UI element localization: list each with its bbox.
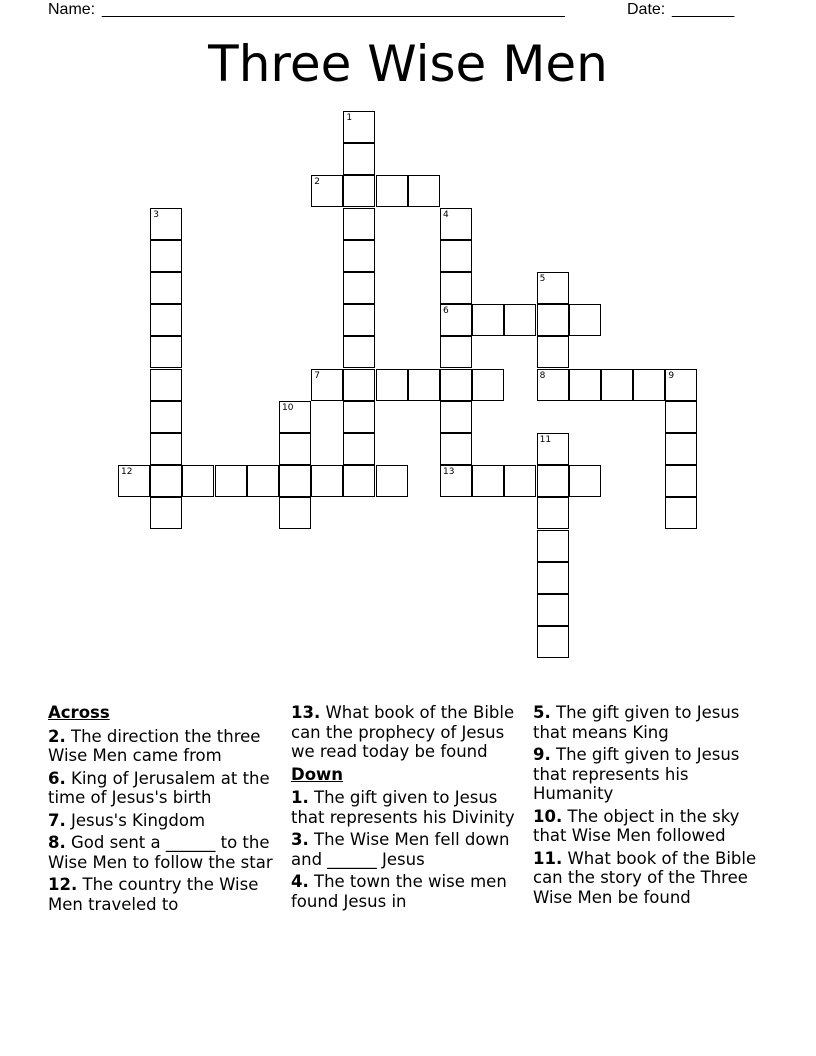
crossword-cell[interactable] [472,304,504,336]
cell-number: 9 [668,370,675,381]
cell-number: 3 [153,209,159,220]
crossword-cell[interactable] [504,304,536,336]
crossword-cell[interactable] [440,272,472,304]
clue-column-2 [291,703,523,914]
crossword-cell[interactable] [150,240,182,272]
crossword-cell[interactable] [537,562,569,594]
crossword-cell[interactable] [343,369,375,401]
crossword-cell[interactable] [665,497,697,529]
crossword-cell[interactable] [537,497,569,529]
crossword-cell[interactable] [279,497,311,529]
crossword-cell[interactable] [537,272,569,304]
crossword-cell[interactable] [537,626,569,658]
crossword-cell[interactable] [150,497,182,529]
crossword-cell[interactable] [150,401,182,433]
cell-number: 12 [121,467,133,478]
clue-column-3 [533,703,765,910]
crossword-cell[interactable] [343,336,375,368]
crossword-cell[interactable] [408,175,440,207]
crossword-cell[interactable] [343,433,375,465]
crossword-cell[interactable] [279,401,311,433]
crossword-cell[interactable] [440,208,472,240]
crossword-cell[interactable] [343,401,375,433]
crossword-cell[interactable] [633,369,665,401]
crossword-cell[interactable] [376,175,408,207]
crossword-cell[interactable] [537,594,569,626]
crossword-cell[interactable] [343,304,375,336]
crossword-cell[interactable] [569,369,601,401]
crossword-cell[interactable] [311,369,343,401]
cell-number: 1 [346,113,353,123]
crossword-cell[interactable] [343,111,375,143]
cell-number: 5 [539,274,546,284]
crossword-cell[interactable] [537,433,569,465]
clue-down-4: 4. The town the wise men found Jesus in [291,872,507,911]
crossword-cell[interactable] [537,369,569,401]
cell-number: 11 [539,435,552,445]
crossword-cell[interactable] [601,369,633,401]
crossword-cell[interactable] [215,465,247,497]
crossword-cell[interactable] [440,304,472,336]
cell-number: 2 [314,177,320,188]
page-title: Three Wise Men [208,35,608,93]
name-blank: ____________________________________________________ [102,1,565,18]
crossword-cell[interactable] [150,272,182,304]
crossword-cell[interactable] [472,369,504,401]
cell-number: 4 [443,209,449,220]
down-heading: Down [291,764,344,784]
crossword-cell[interactable] [311,175,343,207]
clue-across-8: 8. God sent a ______ to the Wise Men to follow the star [48,833,273,872]
crossword-cell[interactable] [665,433,697,465]
crossword-cell[interactable] [504,465,536,497]
crossword-cell[interactable] [150,336,182,368]
crossword-cell[interactable] [150,304,182,336]
clue-down-1: 1. The gift given to Jesus that represents his Divinity [291,788,515,827]
crossword-cell[interactable] [440,240,472,272]
crossword-cell[interactable] [537,304,569,336]
crossword-cell[interactable] [150,465,182,497]
clue-down-3: 3. The Wise Men fell down and ______ Jesus [291,830,510,869]
crossword-cell[interactable] [247,465,279,497]
crossword-cell[interactable] [537,530,569,562]
crossword-cell[interactable] [665,465,697,497]
clue-across-6: 6. King of Jerusalem at the time of Jesus's birth [48,768,270,807]
date-blank: _______ [672,1,735,18]
crossword-cell[interactable] [440,433,472,465]
crossword-cell[interactable] [569,465,601,497]
crossword-cell[interactable] [343,272,375,304]
crossword-cell[interactable] [343,465,375,497]
cell-number: 6 [443,306,449,317]
crossword-cell[interactable] [440,336,472,368]
cell-number: 8 [539,370,546,381]
clue-down-10: 10. The object in the sky that Wise Men followed [533,806,740,845]
clue-down-9: 9. The gift given to Jesus that represents his Humanity [533,745,740,803]
crossword-cell[interactable] [279,465,311,497]
crossword-cell[interactable] [150,433,182,465]
crossword-cell[interactable] [279,433,311,465]
crossword-cell[interactable] [376,465,408,497]
crossword-cell[interactable] [440,369,472,401]
crossword-cell[interactable] [665,401,697,433]
crossword-cell[interactable] [182,465,214,497]
cell-number: 7 [314,370,320,381]
crossword-cell[interactable] [150,369,182,401]
crossword-cell[interactable] [118,465,150,497]
across-heading: Across [48,703,110,722]
crossword-cell[interactable] [537,336,569,368]
crossword-cell[interactable] [343,143,375,175]
crossword-cell[interactable] [343,208,375,240]
clue-across-7: 7. Jesus's Kingdom [48,810,206,830]
clue-across-13: 13. What book of the Bible can the prophecy of Jesus we read today be found [291,703,515,761]
clue-down-11: 11. What book of the Bible can the story of the Three Wise Men be found [533,848,757,907]
cell-number: 10 [282,402,294,413]
crossword-cell[interactable] [343,175,375,207]
name-label: Name: [48,1,96,18]
crossword-cell[interactable] [311,465,343,497]
cell-number: 13 [443,467,455,478]
crossword-cell[interactable] [472,465,504,497]
clue-across-2: 2. The direction the three Wise Men came from [48,726,261,765]
crossword-cell[interactable] [343,240,375,272]
clue-column-1 [48,703,280,917]
crossword-cell[interactable] [376,369,408,401]
clue-across-12: 12. The country the Wise Men traveled to [48,875,259,914]
crossword-cell[interactable] [665,369,697,401]
crossword-cell[interactable] [408,369,440,401]
crossword-cell[interactable] [537,465,569,497]
crossword-cell[interactable] [440,401,472,433]
clue-down-5: 5. The gift given to Jesus that means King [533,703,740,742]
crossword-cell[interactable] [150,208,182,240]
date-label: Date: [627,1,666,18]
crossword-cell[interactable] [569,304,601,336]
crossword-cell[interactable] [440,465,472,497]
